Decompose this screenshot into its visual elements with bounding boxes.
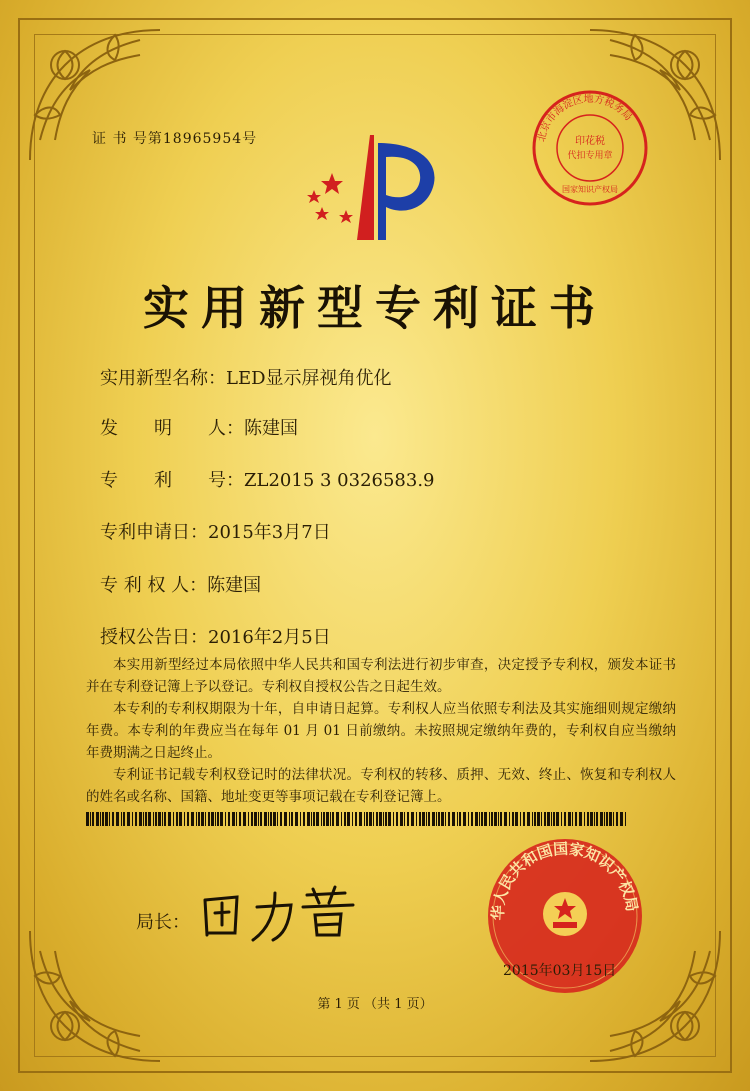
barcode-bar (135, 812, 137, 826)
barcode-bar (547, 812, 550, 826)
patent-number-value: ZL2015 3 0326583.9 (244, 470, 435, 491)
barcode-bar (575, 812, 577, 826)
barcode-bar (96, 812, 99, 826)
director-signature-icon (195, 885, 365, 945)
barcode-bar (86, 812, 89, 826)
barcode-bar (471, 812, 473, 826)
utility-model-name-row (100, 364, 392, 390)
barcode-bar (191, 812, 194, 826)
barcode-bar (330, 812, 331, 826)
barcode-bar (260, 812, 262, 826)
tax-stamp-icon (530, 88, 650, 208)
barcode-bar (145, 812, 147, 826)
barcode-bar (228, 812, 230, 826)
barcode-bar (264, 812, 267, 826)
barcode-bar (544, 812, 546, 826)
barcode-bar (411, 812, 414, 826)
grant-date-row (100, 623, 331, 649)
barcode-bar (393, 812, 394, 826)
barcode-bar (468, 812, 469, 826)
seal-date: 2015年03月15日 (503, 963, 617, 979)
barcode-bar (116, 812, 119, 826)
barcode-bar (254, 812, 257, 826)
barcode-bar (512, 812, 514, 826)
barcode-bar (352, 812, 353, 826)
barcode-bar (217, 812, 219, 826)
barcode-bar (379, 812, 382, 826)
barcode-bar (404, 812, 405, 826)
barcode-bar (432, 812, 435, 826)
svg-text:中华人民共和国国家知识产权局: 华人民共和国国家知识产权局 (488, 839, 642, 921)
barcode-bar (321, 812, 322, 826)
barcode-bar (448, 812, 450, 826)
barcode-bar (584, 812, 585, 826)
barcode-bar (515, 812, 518, 826)
barcode-bar (364, 812, 365, 826)
svg-text:国家知识产权局: 国家知识产权局 (562, 185, 618, 194)
body-paragraph: 本实用新型经过本局依照中华人民共和国专利法进行初步审查，决定授予专利权，颁发本证书并在专利登记簿上予以登记。专利权自授权公告之日起生效。 (86, 657, 676, 695)
barcode-bar (280, 812, 282, 826)
barcode-bar (541, 812, 542, 826)
barcode-bar (564, 812, 566, 826)
barcode-bar (201, 812, 204, 826)
barcode-bar (620, 812, 623, 826)
barcode-bar (168, 812, 171, 826)
apply-date-label: 专利申请日： (100, 522, 208, 543)
patent-office-logo-icon (302, 135, 452, 245)
barcode-bar (479, 812, 480, 826)
inventor-value: 陈建国 (244, 418, 298, 439)
barcode-bar (579, 812, 582, 826)
svg-text:北京市海淀区地方税务局: 北京市海淀区地方税务局 (536, 93, 634, 143)
barcode-bar (572, 812, 573, 826)
barcode-bar (311, 812, 312, 826)
body-paragraph: 专利证书记载专利权登记时的法律状况。专利权的转移、质押、无效、终止、恢复和专利权人的姓名或名称、国籍、地址变更等事项记载在专利登记簿上。 (86, 767, 676, 805)
barcode-bar (215, 812, 216, 826)
barcode-bar (373, 812, 374, 826)
barcode-bar (105, 812, 108, 826)
barcode-bar (369, 812, 372, 826)
patent-owner-label: 专 利 权 人： (100, 575, 208, 596)
barcode-bar (561, 812, 562, 826)
barcode-bar (121, 812, 122, 826)
barcode-bar (534, 812, 536, 826)
barcode-bar (436, 812, 437, 826)
barcode-bar (313, 812, 315, 826)
barcode-bar (284, 812, 287, 826)
barcode-bar (344, 812, 346, 826)
grant-date-label: 授权公告日： (100, 627, 208, 648)
barcode-bar (270, 812, 272, 826)
barcode-bar (441, 812, 444, 826)
barcode-bar (248, 812, 249, 826)
barcode-bar (289, 812, 290, 826)
barcode-bar (90, 812, 91, 826)
barcode-bar (509, 812, 510, 826)
svg-text:代扣专用章: 代扣专用章 (567, 151, 613, 161)
grant-date-value: 2016年2月5日 (208, 627, 331, 648)
barcode-bar (153, 812, 154, 826)
barcode-bar (553, 812, 555, 826)
patent-number-row (100, 466, 435, 492)
barcode-bar (336, 812, 339, 826)
barcode-bar (184, 812, 185, 826)
barcode-bar (239, 812, 241, 826)
barcode-bar (426, 812, 427, 826)
barcode-bar (422, 812, 425, 826)
barcode-bar (459, 812, 461, 826)
apply-date-row (100, 518, 331, 544)
barcode-bar (205, 812, 206, 826)
barcode-bar (500, 812, 502, 826)
barcode-bar (295, 812, 298, 826)
barcode-bar (158, 812, 161, 826)
barcode-bar (179, 812, 182, 826)
barcode-bar (484, 812, 487, 826)
barcode-bar (594, 812, 595, 826)
barcode-bar (92, 812, 94, 826)
barcode-bar (139, 812, 142, 826)
barcode-bar (463, 812, 466, 826)
barcode-bar (452, 812, 455, 826)
barcode-bar (596, 812, 598, 826)
barcode-bar (187, 812, 189, 826)
barcode-bar (527, 812, 530, 826)
barcode-bar (609, 812, 612, 826)
barcode-bar (498, 812, 499, 826)
barcode-bar (143, 812, 144, 826)
page-title: 实用新型专利证书 (143, 281, 607, 335)
barcode-bar (428, 812, 430, 826)
barcode-bar (211, 812, 214, 826)
patent-number-label: 专 利 号： (100, 470, 244, 491)
barcode-bar (625, 812, 626, 826)
barcode-bar (504, 812, 507, 826)
barcode-bar (258, 812, 259, 826)
barcode-bar (198, 812, 200, 826)
barcode-bar (316, 812, 319, 826)
barcode-bar (491, 812, 493, 826)
barcode-bar (277, 812, 278, 826)
barcode-bar (556, 812, 559, 826)
barcode-bar (102, 812, 104, 826)
barcode-bar (300, 812, 301, 826)
barcode-bar (303, 812, 305, 826)
barcode-bar (323, 812, 325, 826)
barcode-bar (457, 812, 458, 826)
barcode-bar (332, 812, 334, 826)
barcode-bar (383, 812, 384, 826)
barcode-bar (537, 812, 540, 826)
utility-model-name-value: LED显示屏视角优化 (226, 368, 392, 389)
barcode-bar (551, 812, 552, 826)
barcode-bar (532, 812, 533, 826)
inventor-row (100, 414, 298, 440)
barcode-bar (220, 812, 223, 826)
barcode-bar (489, 812, 490, 826)
patent-owner-row (100, 571, 261, 597)
barcode-bar (600, 812, 603, 826)
barcode-bar (400, 812, 403, 826)
barcode-bar (438, 812, 440, 826)
barcode-bar (359, 812, 362, 826)
barcode-bar (407, 812, 409, 826)
apply-date-value: 2015年3月7日 (208, 522, 331, 543)
barcode-bar (176, 812, 178, 826)
page-number: 第 1 页 （共 1 页） (317, 997, 433, 1012)
barcode-bar (127, 812, 130, 826)
barcode-icon (86, 812, 626, 826)
barcode-bar (376, 812, 378, 826)
barcode-bar (520, 812, 521, 826)
barcode-bar (225, 812, 226, 826)
barcode-bar (445, 812, 446, 826)
patent-owner-value: 陈建国 (207, 575, 262, 596)
barcode-bar (268, 812, 269, 826)
inventor-label: 发 明 人： (100, 418, 244, 439)
barcode-bar (523, 812, 525, 826)
barcode-bar (419, 812, 421, 826)
barcode-bar (291, 812, 293, 826)
barcode-bar (347, 812, 350, 826)
barcode-bar (616, 812, 618, 826)
barcode-bar (613, 812, 614, 826)
barcode-bar (251, 812, 253, 826)
barcode-bar (606, 812, 608, 826)
barcode-bar (100, 812, 101, 826)
svg-text:印花税: 印花税 (575, 136, 605, 147)
barcode-bar (590, 812, 593, 826)
barcode-bar (148, 812, 151, 826)
barcode-bar (326, 812, 329, 826)
barcode-bar (132, 812, 133, 826)
certificate-number: 证 书 号第18965954号 (92, 131, 258, 147)
barcode-bar (112, 812, 114, 826)
barcode-bar (243, 812, 246, 826)
barcode-bar (208, 812, 210, 826)
barcode-bar (109, 812, 110, 826)
barcode-bar (385, 812, 387, 826)
barcode-bar (587, 812, 589, 826)
barcode-bar (232, 812, 235, 826)
barcode-bar (355, 812, 357, 826)
barcode-bar (481, 812, 483, 826)
barcode-bar (164, 812, 166, 826)
barcode-bar (162, 812, 163, 826)
barcode-bar (388, 812, 391, 826)
barcode-bar (396, 812, 398, 826)
barcode-bar (416, 812, 417, 826)
barcode-bar (307, 812, 310, 826)
barcode-bar (366, 812, 368, 826)
utility-model-name-label: 实用新型名称： (100, 368, 226, 389)
barcode-bar (173, 812, 174, 826)
director-label: 局长： (136, 912, 190, 933)
barcode-bar (123, 812, 125, 826)
barcode-bar (475, 812, 478, 826)
barcode-bar (604, 812, 605, 826)
barcode-bar (341, 812, 342, 826)
barcode-bar (494, 812, 497, 826)
barcode-bar (273, 812, 276, 826)
barcode-bar (236, 812, 237, 826)
barcode-bar (155, 812, 157, 826)
barcode-bar (196, 812, 197, 826)
body-paragraph: 本专利的专利权期限为十年，自申请日起算。专利权人应当依照专利法及其实施细则规定缴纳年费。本专利的年费应当在每年 01 月 01 日前缴纳。未按照规定缴纳年费的，专利权自应当缴纳年费期满之日起终止。 (86, 701, 676, 761)
barcode-bar (568, 812, 571, 826)
